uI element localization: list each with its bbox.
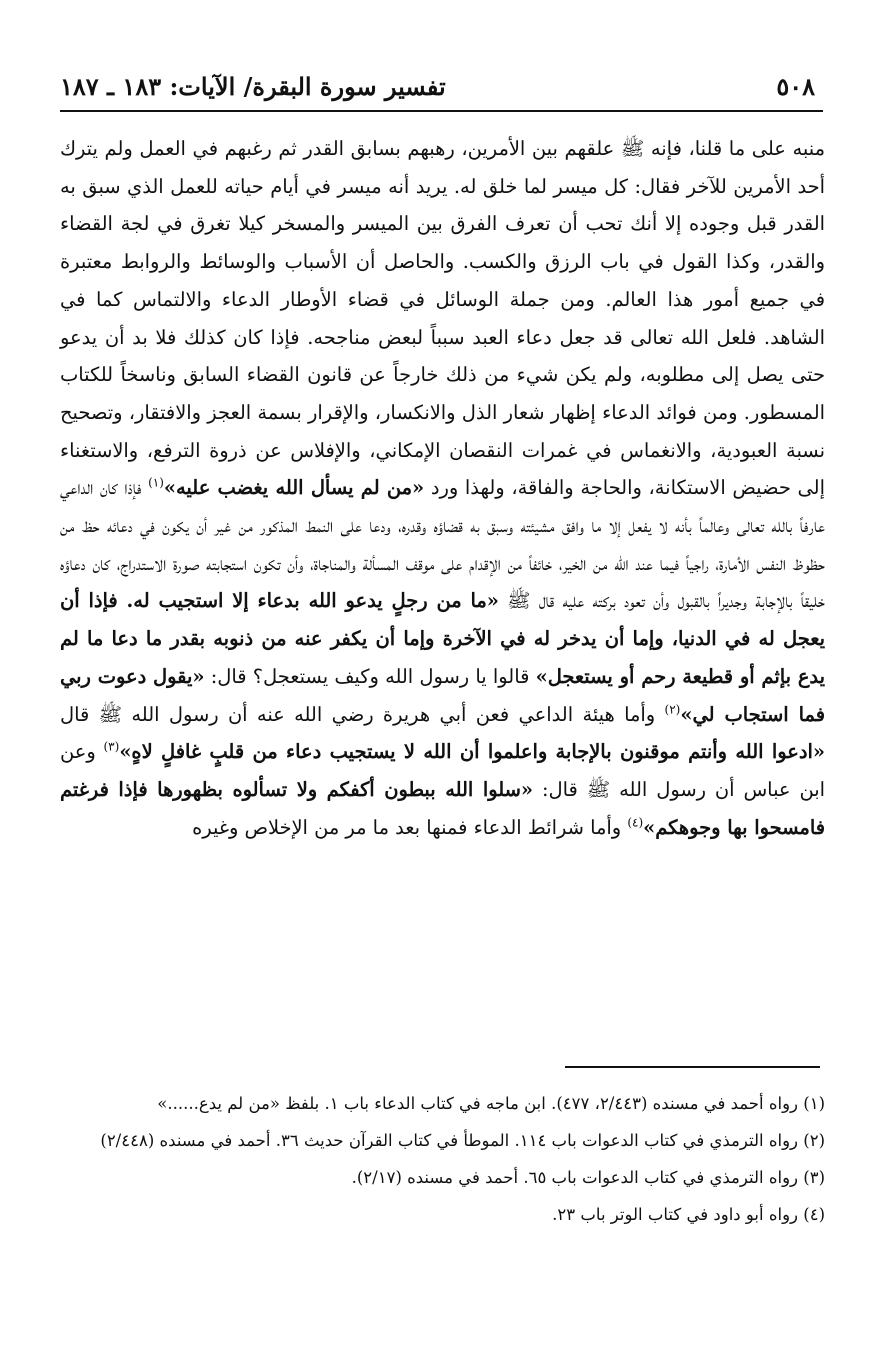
hadith-quote: «يقول دعوت ربي فما استجاب لي» bbox=[60, 664, 825, 726]
footnote-1: (١) رواه أحمد في مسنده (٢/٤٤٣، ٤٧٧). ابن ماجه في كتاب الدعاء باب ١. بلفظ «من لم يدع......» bbox=[157, 1094, 825, 1113]
footnotes bbox=[60, 1088, 825, 1236]
footnote-2: (٢) رواه الترمذي في كتاب الدعوات باب ١١٤. الموطأ في كتاب القرآن حديث ٣٦. أحمد في مسنده (٢/٤٤٨) bbox=[100, 1131, 825, 1150]
footnote-ref: (٢) bbox=[664, 702, 681, 717]
page-number: ٥٠٨ bbox=[776, 72, 815, 101]
main-text bbox=[60, 130, 825, 846]
running-title: تفسير سورة البقرة/ الآيات: ١٨٣ ـ ١٨٧ bbox=[60, 72, 446, 101]
text-segment: منبه على ما قلنا، فإنه ﷺ علقهم بين الأمرين، رهبهم بسابق القدر ثم رغبهم في العمل ولم يترك أحد الأمرين للآخر فقال: كل ميسر لما خلق له. يريد أنه ميسر في أيام حياته للعمل الذي سبق به القدر قبل وجوده إلا أنك تحب أن تعرف الفرق بين الميسر والمسخر كيلا تغرق في لجة القضاء والقدر، وكذا القول في باب الرزق والكسب. والحاصل أن الأسباب والوسائط والروابط معتبرة في جميع أمور هذا العالم. ومن جملة الوسائل في قضاء الأوطار الدعاء والالتماس كما في الشاهد. فلعل الله تعالى قد جعل دعاء العبد سبباً لبعض مناجحه. فإذا كان كذلك فلا بد أن يدعو حتى يصل إلى مطلوبه، ولم يكن شيء من ذلك خارجاً عن قانون القضاء السابق وناسخاً للكتاب المسطور. ومن فوائد الدعاء إظهار شعار الذل والانكسار، والإقرار بسمة العجز والافتقار، وتصحيح نسبة العبودية، والانغماس في غمرات النقصان الإمكاني، والإفلاس عن ذروة الترفع، والاستغناء إلى حضيض الاستكانة، والحاجة والفاقة، ولهذا ورد bbox=[60, 137, 825, 500]
page-header bbox=[60, 70, 823, 112]
footnote-divider bbox=[565, 1066, 820, 1068]
text-segment: وعن ابن عباس أن رسول الله ﷺ قال: bbox=[60, 740, 825, 801]
main-paragraph bbox=[60, 130, 825, 846]
footnote-ref: (٣) bbox=[103, 739, 120, 754]
text-segment: وأما هيئة الداعي فعن أبي هريرة رضي الله عنه أن رسول الله ﷺ قال bbox=[60, 702, 665, 726]
footnote-ref: (١) bbox=[148, 475, 164, 490]
text-segment: وأما شرائط الدعاء فمنها بعد ما مر من الإخلاص وغيره bbox=[192, 815, 628, 839]
hadith-quote: «ادعوا الله وأنتم موقنون بالإجابة واعلموا أن الله لا يستجيب دعاء من قلبٍ غافلٍ لاهٍ» bbox=[119, 740, 826, 764]
footnote-3: (٣) رواه الترمذي في كتاب الدعوات باب ٦٥. أحمد في مسنده (٢/١٧). bbox=[351, 1168, 825, 1187]
hadith-quote: «سلوا الله ببطون أكفكم ولا تسألوه بظهورها فإذا فرغتم فامسحوا بها وجوهكم» bbox=[60, 777, 825, 839]
footnote-4: (٤) رواه أبو داود في كتاب الوتر باب ٢٣. bbox=[552, 1205, 825, 1224]
hadith-quote: «ما من رجلٍ يدعو الله بدعاء إلا استجيب له. فإذا أن يعجل له في الدنيا، وإما أن يدخر له في الآخرة وإما أن يكفر عنه من ذنوبه بقدر ما دعا ما لم يدع بإثم أو قطيعة رحم أو يستعجل» bbox=[60, 589, 825, 688]
footnote-ref: (٤) bbox=[627, 815, 644, 830]
hadith-quote: «من لم يسأل الله يغضب عليه» bbox=[163, 476, 425, 500]
text-segment: فإذا كان الداعي عارفاً بالله تعالى وعالماً بأنه لا يفعل إلا ما وافق مشيئته وسبق به قضاؤه وقدره، ودعا على النمط المذكور من غير أن يكون في دعائه حظ من حظوظ النفس الأمارة، راجياً فيما عند الله من الخير، خائفاً من الإقدام على موقف المسألة والمناجاة، وأن تكون استجابته صورة الاستدراج، كان دعاؤه خليقاً بالإجابة وجديراً بالقبول وأن تعود بركته عليه قال ﷺ bbox=[60, 476, 825, 613]
text-segment: قالوا يا رسول الله وكيف يستعجل؟ قال: bbox=[204, 664, 536, 688]
